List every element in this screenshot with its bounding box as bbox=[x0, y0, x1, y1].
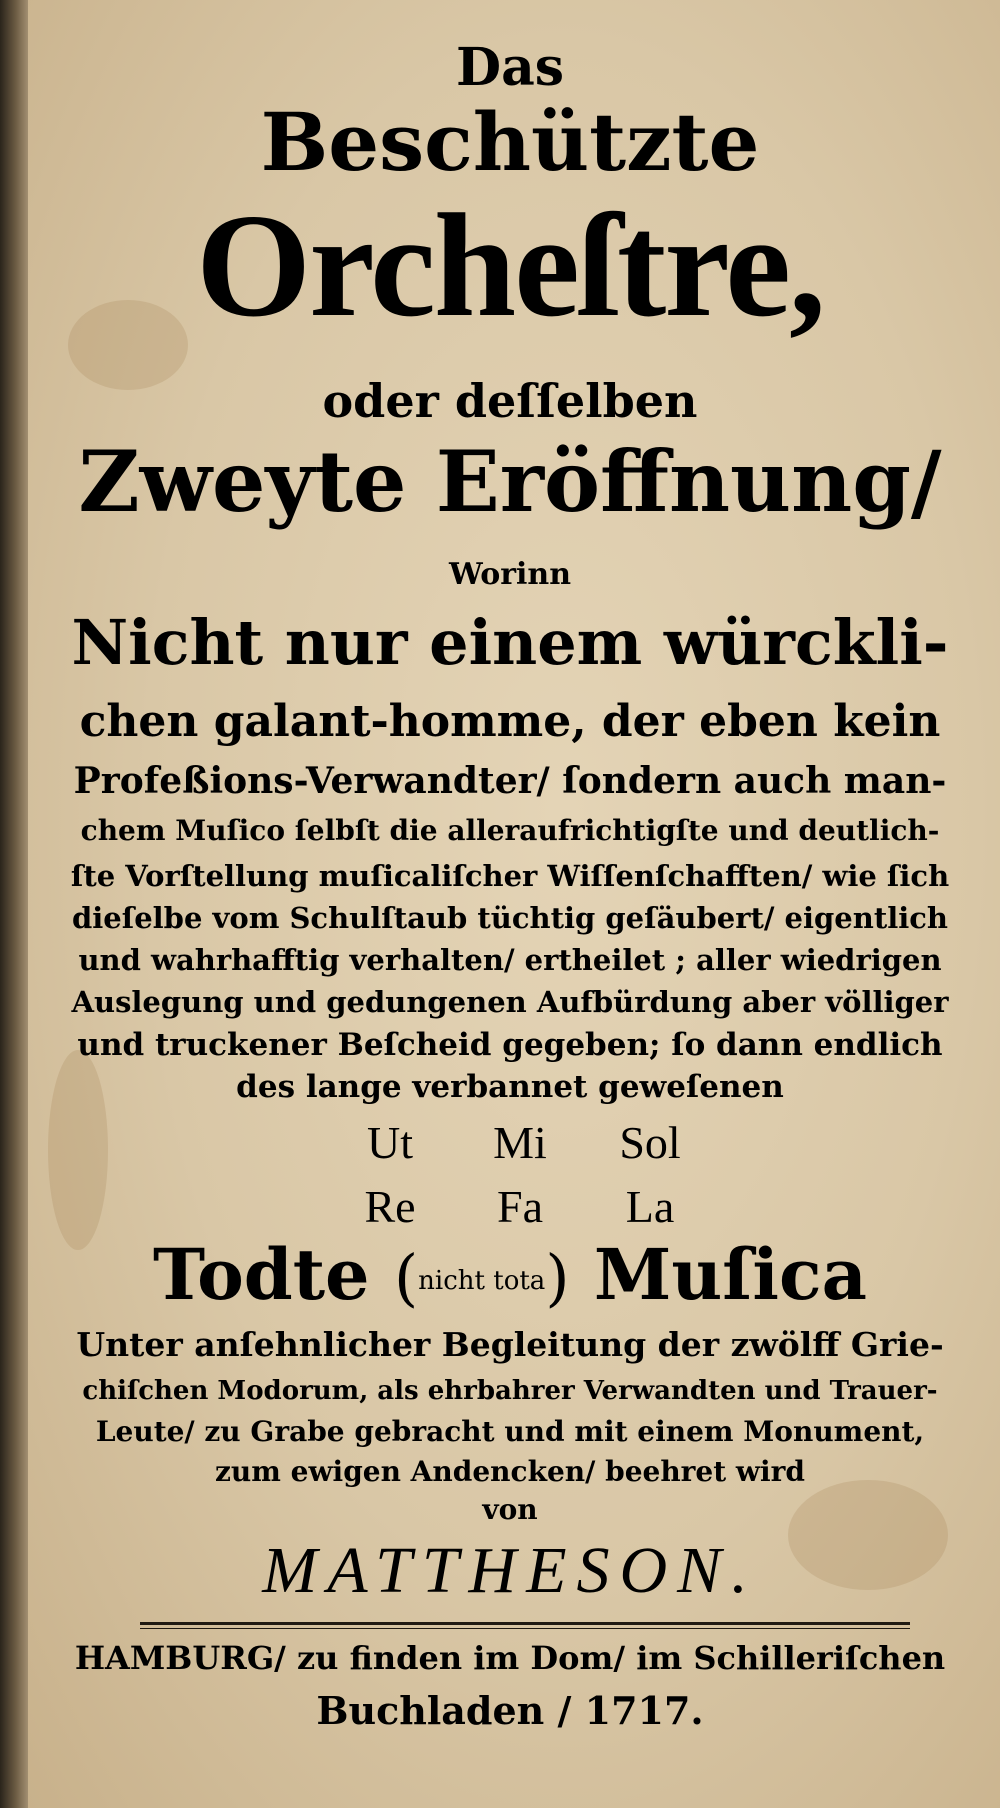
text-line-begleitung: Unter anſehnlicher Begleitung der zwölff Grie- bbox=[76, 1325, 944, 1364]
close-paren: ) bbox=[545, 1241, 570, 1314]
solmization-row-2 bbox=[330, 1180, 710, 1233]
text-line-vorstellung: ſte Vorſtellung muſicaliſcher Wiſſenſchafften/ wie ſich bbox=[70, 859, 950, 893]
word-musica: Muſica bbox=[593, 1233, 867, 1316]
subtitle-oder: oder deſſelben bbox=[322, 374, 698, 428]
title-word-das: Das bbox=[455, 37, 565, 98]
text-line-bescheid: und truckener Beſcheid gegeben; ſo dann endlich bbox=[77, 1027, 943, 1063]
open-paren: ( bbox=[393, 1241, 419, 1314]
todte-musica-line bbox=[70, 1233, 950, 1316]
text-line-andencken: zum ewigen Andencken/ beehret wird bbox=[215, 1455, 805, 1488]
imprint-line-1: HAMBURG/ zu finden im Dom/ im Schilleriſchen bbox=[74, 1639, 946, 1677]
word-todte: Todte bbox=[153, 1233, 370, 1316]
solfa-syllable: Re bbox=[364, 1181, 416, 1232]
text-line-wahrhafftig: und wahrhafftig verhalten/ ertheilet ; aller wiedrigen bbox=[78, 943, 942, 977]
solfa-syllable: Sol bbox=[619, 1117, 681, 1168]
text-line-nicht: Nicht nur einem würckli- bbox=[71, 606, 949, 679]
word-nicht-tota: nicht tota bbox=[418, 1266, 546, 1296]
solmization-row-1 bbox=[330, 1116, 710, 1169]
text-line-verbannet: des lange verbannet geweſenen bbox=[236, 1069, 784, 1105]
imprint-line-2: Buchladen / 1717. bbox=[316, 1688, 704, 1733]
text-line-modorum: chiſchen Modorum, als ehrbahrer Verwandten und Trauer- bbox=[82, 1376, 938, 1406]
main-title-orchestre: Orcheſtre, bbox=[196, 184, 824, 348]
text-line-auslegung: Auslegung und gedungenen Aufbürdung aber völliger bbox=[71, 985, 949, 1019]
text-line-professions: Profeßions-Verwandter/ ſondern auch man- bbox=[73, 760, 947, 802]
solfa-syllable: Ut bbox=[367, 1117, 413, 1168]
text-von: von bbox=[482, 1493, 538, 1526]
text-worinn: Worinn bbox=[448, 557, 572, 592]
text-line-monument: Leute/ zu Grabe gebracht und mit einem Monument, bbox=[95, 1415, 925, 1448]
title-word-beschuetzte: Beschützte bbox=[260, 95, 760, 189]
solfa-syllable: Mi bbox=[493, 1117, 547, 1168]
solfa-syllable: Fa bbox=[497, 1181, 543, 1232]
imprint-rule bbox=[140, 1622, 910, 1625]
solfa-syllable: La bbox=[625, 1181, 675, 1232]
author-name: MATTHESON. bbox=[262, 1534, 758, 1607]
subtitle-zweyte-eroeffnung: Zweyte Eröffnung/ bbox=[78, 432, 942, 531]
text-line-schulstaub: dieſelbe vom Schulſtaub tüchtig geſäubert/ eigentlich bbox=[71, 901, 949, 935]
imprint-rule-thin bbox=[140, 1628, 910, 1629]
text-line-musico: chem Muſico ſelbſt die alleraufrichtigſte und deutlich- bbox=[80, 814, 940, 847]
text-line-galant-homme: chen galant-homme, der eben kein bbox=[79, 696, 941, 747]
